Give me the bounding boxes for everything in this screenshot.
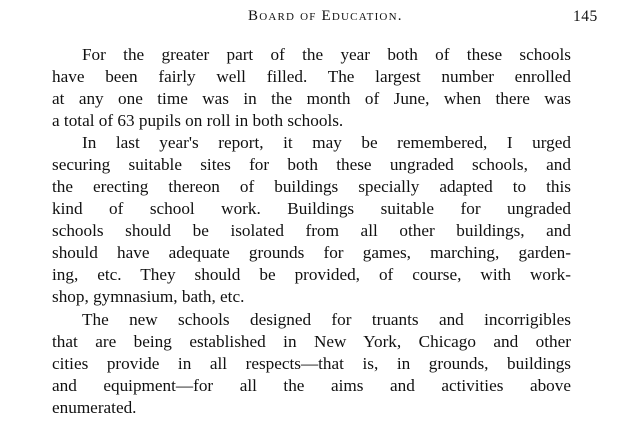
page-number: 145 [573,8,598,25]
text-line: cities provide in all respects—that is, in grounds, buildings [52,354,571,373]
text-line: kind of school work. Buildings suitable for ungraded [52,199,571,218]
text-line: securing suitable sites for both these ungraded schools, and [52,155,571,174]
text-line: at any one time was in the month of June, when there was [52,89,571,108]
text-line: enumerated. [52,398,137,417]
text-line: should have adequate grounds for games, marching, garden- [52,243,571,262]
text-line: schools should be isolated from all other buildings, and [52,221,571,240]
text-line: and equipment—for all the aims and activities above [52,376,571,395]
text-line: that are being established in New York, Chicago and other [52,332,571,351]
text-line: ing, etc. They should be provided, of course, with work- [52,265,571,284]
text-line: For the greater part of the year both of these schools [82,45,571,64]
text-line: The new schools designed for truants and incorrigibles [82,310,571,329]
text-line: the erecting thereon of buildings specially adapted to this [52,177,571,196]
text-line: In last year's report, it may be remembered, I urged [82,133,571,152]
running-header [0,8,638,30]
running-title: Board of Education. [248,8,403,24]
text-line: have been fairly well filled. The largest number enrolled [52,67,571,86]
text-line: a total of 63 pupils on roll in both schools. [52,111,344,130]
text-line: shop, gymnasium, bath, etc. [52,287,245,306]
